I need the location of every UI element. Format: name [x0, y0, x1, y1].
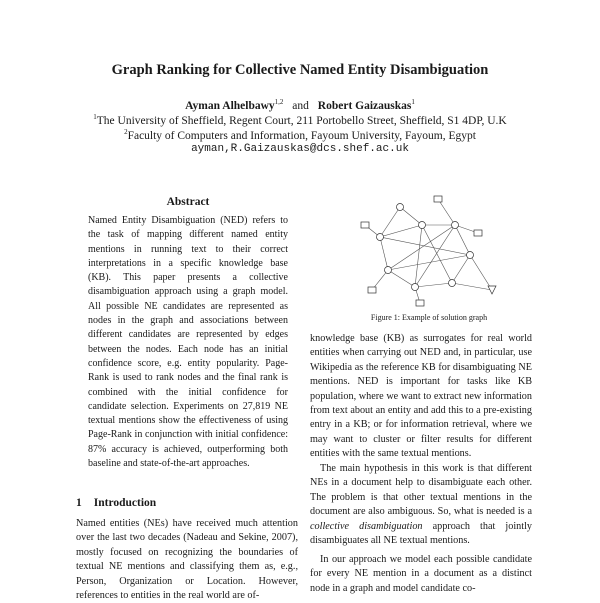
para2-text-before: The main hypothesis in this work is that different NEs in a document help to disambiguate each other. The problem is that other textual mentions in the document are also ambiguous. So, what is needed is a [310, 463, 532, 518]
affiliation-2-text: Faculty of Computers and Information, Fayoum University, Fayoum, Egypt [127, 129, 476, 142]
para2-emphasis: collective disambiguation [310, 520, 423, 532]
graph-nodes [361, 196, 496, 306]
right-column-paragraph-2 [310, 462, 532, 548]
author-2-sup: 1 [411, 98, 415, 106]
abstract-text: Named Entity Disambiguation (NED) refers to the task of mapping different named entity mentions in running text to their correct interpretations in a specific knowledge base (KB). This paper presents a collective disambiguation approach using a graph model. All possible NE candidates are represented as nodes in the graph and associations between different candidates are represented by edges between the nodes. Each node has an initial confidence score, e.g. entity popularity. Page-Rank is used to rank nodes and the final rank is combined with the initial confidence for candidate selection. Experiments on 27,819 NE textual mentions show the effectiveness of using Page-Rank in conjunction with initial confidence: 87% accuracy is achieved, outperforming both baseline and state-of-the-art approaches. [88, 215, 288, 470]
affiliation-2-sup: 2 [124, 128, 128, 136]
graph-edges [365, 199, 492, 303]
abstract-heading: Abstract [166, 196, 210, 208]
affiliation-1-text: The University of Sheffield, Regent Court, 211 Portobello Street, Sheffield, S1 4DP, U.K [96, 114, 507, 127]
right-column-paragraph-1: knowledge base (KB) as surrogates for real world entities when carrying out NED and, in particular, use Wikipedia as the reference KB for disambiguating NE mentions. NED is important for tasks like KB population, where we want to extract new information from text about an entity and add this to a pre-existing entry in a KB; or for information retrieval, where we may want to cluster or filter results for different entities with the same textual mentions. [310, 333, 532, 460]
right-column-paragraph-3: In our approach we model each possible candidate for every NE mention in a document as a distinct node in a graph and model candidate co- [310, 554, 532, 594]
paper-title: Graph Ranking for Collective Named Entity Disambiguation [111, 62, 489, 78]
author-2: Robert Gaizauskas [317, 99, 412, 112]
affiliation-1 [0, 113, 600, 127]
section-number: 1 [76, 497, 82, 509]
figure-caption: Figure 1: Example of solution graph [370, 313, 488, 322]
author-email: ayman,R.Gaizauskas@dcs.shef.ac.uk [191, 143, 409, 155]
section-heading [76, 497, 156, 509]
para2-text-after: approach that jointly disambiguates all NE textual mentions. [310, 520, 532, 547]
affiliation-2 [0, 128, 600, 142]
author-1: Ayman Alhelbawy [185, 99, 275, 112]
author-and: and [292, 99, 309, 112]
author-1-sup: 1,2 [274, 98, 284, 106]
solution-graph-figure [360, 195, 510, 307]
section-title: Introduction [93, 497, 157, 509]
affiliation-1-sup: 1 [93, 113, 97, 121]
author-line [0, 98, 600, 112]
introduction-text: Named entities (NEs) have received much attention over the last two decades (Nadeau and Sekine, 2007), mostly focused on recognizing the boundaries of textual NE mentions and classifying them as, e.g., Person, Organization or Location. However, references to entities in the real world are of- [76, 518, 298, 602]
